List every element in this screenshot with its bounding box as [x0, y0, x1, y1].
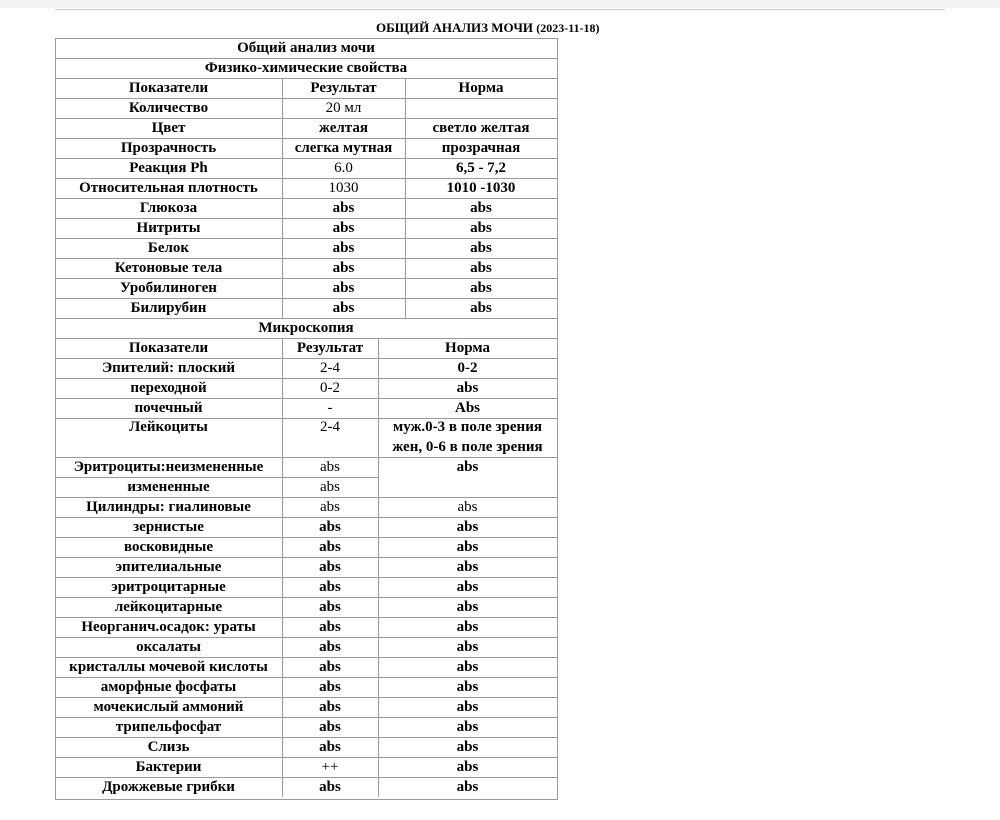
col-line [405, 198, 406, 218]
col-line [282, 338, 283, 358]
col-header-indicator: Показатели [128, 340, 209, 356]
indicator-name: лейкоцитарные [114, 599, 223, 615]
col-line [282, 517, 283, 537]
indicator-name: Уробилиноген [120, 280, 217, 296]
result-value: abs [320, 479, 340, 495]
norm-value: abs [457, 499, 478, 515]
col-line [378, 617, 379, 637]
col-line [282, 717, 283, 737]
col-line [405, 218, 406, 238]
result-value: abs [319, 519, 341, 535]
result-value: abs [319, 739, 341, 755]
col-line [282, 158, 283, 178]
col-line [282, 637, 283, 657]
col-line [378, 657, 379, 677]
result-value: желтая [319, 120, 368, 136]
col-line [282, 178, 283, 198]
indicator-name: Билирубин [130, 300, 207, 316]
col-line [378, 358, 379, 378]
col-line [378, 737, 379, 757]
col-line [282, 657, 283, 677]
col-line [282, 218, 283, 238]
section-physchem: Физико-химические свойства [204, 60, 408, 76]
result-value: 20 мл [325, 100, 362, 116]
result-value: abs [320, 499, 340, 515]
norm-value: abs [456, 579, 479, 595]
result-value: abs [319, 639, 341, 655]
col-line [405, 178, 406, 198]
col-line [282, 577, 283, 597]
col-line [282, 457, 283, 477]
col-line [378, 378, 379, 398]
page-top-edge [0, 0, 1000, 8]
indicator-name: Прозрачность [120, 140, 217, 156]
norm-value [405, 98, 557, 118]
col-line [282, 757, 283, 777]
indicator-name: почечный [134, 400, 203, 416]
indicator-name: Лейкоциты [129, 419, 208, 435]
col-line [282, 418, 283, 457]
norm-value: Abs [454, 400, 480, 416]
section-microscopy: Микроскопия [258, 320, 354, 336]
col-line [282, 398, 283, 418]
col-line [282, 138, 283, 158]
indicator-name: Глюкоза [139, 200, 198, 216]
col-line [405, 118, 406, 138]
indicator-name: мочекислый аммоний [93, 699, 244, 715]
col-line [378, 517, 379, 537]
result-value: abs [320, 459, 340, 475]
col-line [405, 278, 406, 298]
col-line [405, 138, 406, 158]
indicator-name: Нитриты [136, 220, 201, 236]
indicator-name: Бактерии [135, 759, 202, 775]
col-line [282, 238, 283, 258]
document-title [376, 20, 600, 36]
norm-value: abs [456, 619, 479, 635]
col-line [282, 497, 283, 517]
indicator-name: измененные [127, 479, 210, 495]
col-line [282, 278, 283, 298]
col-line [282, 298, 283, 318]
col-line [405, 98, 406, 118]
norm-value: abs [456, 380, 479, 396]
indicator-name: Относительная плотность [79, 180, 258, 196]
col-line [282, 677, 283, 697]
result-value: abs [319, 779, 341, 795]
result-value: abs [332, 300, 355, 316]
indicator-name: зернистые [133, 519, 204, 535]
result-value: ++ [321, 759, 339, 775]
col-line [378, 477, 379, 497]
norm-value: abs [456, 599, 479, 615]
norm-value: abs [456, 639, 479, 655]
col-line [378, 757, 379, 777]
norm-value-line2: жен, 0-6 в поле зрения [392, 439, 543, 455]
norm-value: abs [470, 240, 492, 256]
result-value: abs [332, 240, 355, 256]
col-line [378, 557, 379, 577]
norm-value: abs [456, 759, 479, 775]
indicator-name: трипельфосфат [115, 719, 222, 735]
result-value: - [327, 400, 333, 416]
title-text: ОБЩИЙ АНАЛИЗ МОЧИ [376, 20, 533, 35]
col-line [282, 557, 283, 577]
col-header-indicator: Показатели [128, 80, 209, 96]
col-line [378, 597, 379, 617]
col-header-result: Результат [296, 340, 364, 356]
indicator-name: Количество [128, 100, 209, 116]
norm-value: abs [456, 459, 479, 475]
norm-value: abs [456, 659, 479, 675]
col-line [378, 697, 379, 717]
col-line [405, 258, 406, 278]
col-line [405, 298, 406, 318]
result-value: abs [332, 220, 355, 236]
col-line [378, 537, 379, 557]
norm-value: abs [456, 539, 479, 555]
col-line [282, 537, 283, 557]
col-line [378, 577, 379, 597]
col-line [378, 777, 379, 797]
norm-value: abs [456, 779, 479, 795]
result-value: abs [319, 579, 341, 595]
indicator-name: Белок [147, 240, 190, 256]
indicator-name: эритроцитарные [111, 579, 226, 595]
norm-value: муж.0-3 в поле зрения [393, 419, 542, 435]
col-line [405, 158, 406, 178]
top-divider [55, 9, 945, 10]
norm-value: abs [470, 260, 492, 276]
indicator-name: Дрожжевые грибки [102, 779, 235, 795]
result-value: 2-4 [320, 360, 340, 376]
norm-value: abs [470, 200, 492, 216]
norm-value: abs [456, 519, 479, 535]
col-line [405, 78, 406, 98]
col-header-norm: Норма [445, 340, 490, 356]
indicator-name: Цилиндры: гиалиновые [86, 499, 251, 515]
col-line [282, 118, 283, 138]
indicator-name: Эпителий: плоский [101, 360, 236, 376]
indicator-name: кристаллы мочевой кислоты [69, 659, 268, 675]
result-value: abs [319, 659, 341, 675]
col-header-result: Результат [310, 80, 377, 96]
col-line [378, 717, 379, 737]
col-line [282, 777, 283, 797]
norm-value: abs [456, 559, 479, 575]
col-line [378, 338, 379, 358]
col-line [378, 637, 379, 657]
result-value: abs [319, 719, 341, 735]
norm-value: 0-2 [457, 360, 478, 376]
result-value: abs [319, 559, 341, 575]
norm-value: abs [456, 679, 479, 695]
indicator-name: Неорганич.осадок: ураты [81, 619, 256, 635]
col-line [282, 617, 283, 637]
col-header-norm: Норма [458, 80, 504, 96]
norm-value: abs [456, 719, 479, 735]
result-value: 1030 [328, 180, 359, 196]
indicator-name: Кетоновые тела [114, 260, 223, 276]
result-value: abs [332, 260, 355, 276]
col-line [405, 238, 406, 258]
col-line [282, 378, 283, 398]
table-border-right [557, 38, 558, 800]
col-line [378, 497, 379, 517]
indicator-name: эпителиальные [115, 559, 222, 575]
indicator-name: аморфные фосфаты [100, 679, 237, 695]
col-line [378, 457, 379, 477]
result-value: 0-2 [320, 380, 340, 396]
norm-value: abs [456, 699, 479, 715]
col-line [282, 258, 283, 278]
indicator-name: Цвет [151, 120, 186, 136]
norm-value: светло желтая [432, 120, 530, 136]
indicator-name: переходной [130, 380, 207, 396]
col-line [378, 398, 379, 418]
col-line [282, 697, 283, 717]
result-value: abs [319, 599, 341, 615]
col-line [282, 597, 283, 617]
indicator-name: Реакция Ph [129, 160, 208, 176]
indicator-name: Эритроциты:неизмененные [73, 459, 264, 475]
col-line [282, 477, 283, 497]
result-value: abs [332, 280, 355, 296]
result-value: 2-4 [320, 419, 340, 435]
col-line [282, 358, 283, 378]
result-value: слегка мутная [294, 140, 393, 156]
norm-value: 1010 -1030 [446, 180, 516, 196]
norm-value: abs [470, 280, 492, 296]
col-line [282, 78, 283, 98]
indicator-name: Слизь [147, 739, 190, 755]
col-line [378, 677, 379, 697]
col-line [282, 737, 283, 757]
norm-value: прозрачная [441, 140, 521, 156]
col-line [378, 418, 379, 457]
norm-value: abs [470, 300, 492, 316]
result-value: abs [319, 619, 341, 635]
indicator-name: оксалаты [136, 639, 201, 655]
result-value: abs [332, 200, 355, 216]
norm-value: 6,5 - 7,2 [456, 160, 506, 176]
result-value: abs [319, 699, 341, 715]
table-header: Общий анализ мочи [237, 40, 375, 56]
norm-value: abs [470, 220, 492, 236]
result-value: abs [319, 679, 341, 695]
norm-value: abs [456, 739, 479, 755]
indicator-name: восковидные [123, 539, 214, 555]
table-border-bottom [55, 799, 558, 800]
col-line [282, 98, 283, 118]
col-line [282, 198, 283, 218]
title-date: (2023-11-18) [536, 21, 600, 35]
result-value: 6.0 [334, 160, 353, 176]
result-value: abs [319, 539, 341, 555]
